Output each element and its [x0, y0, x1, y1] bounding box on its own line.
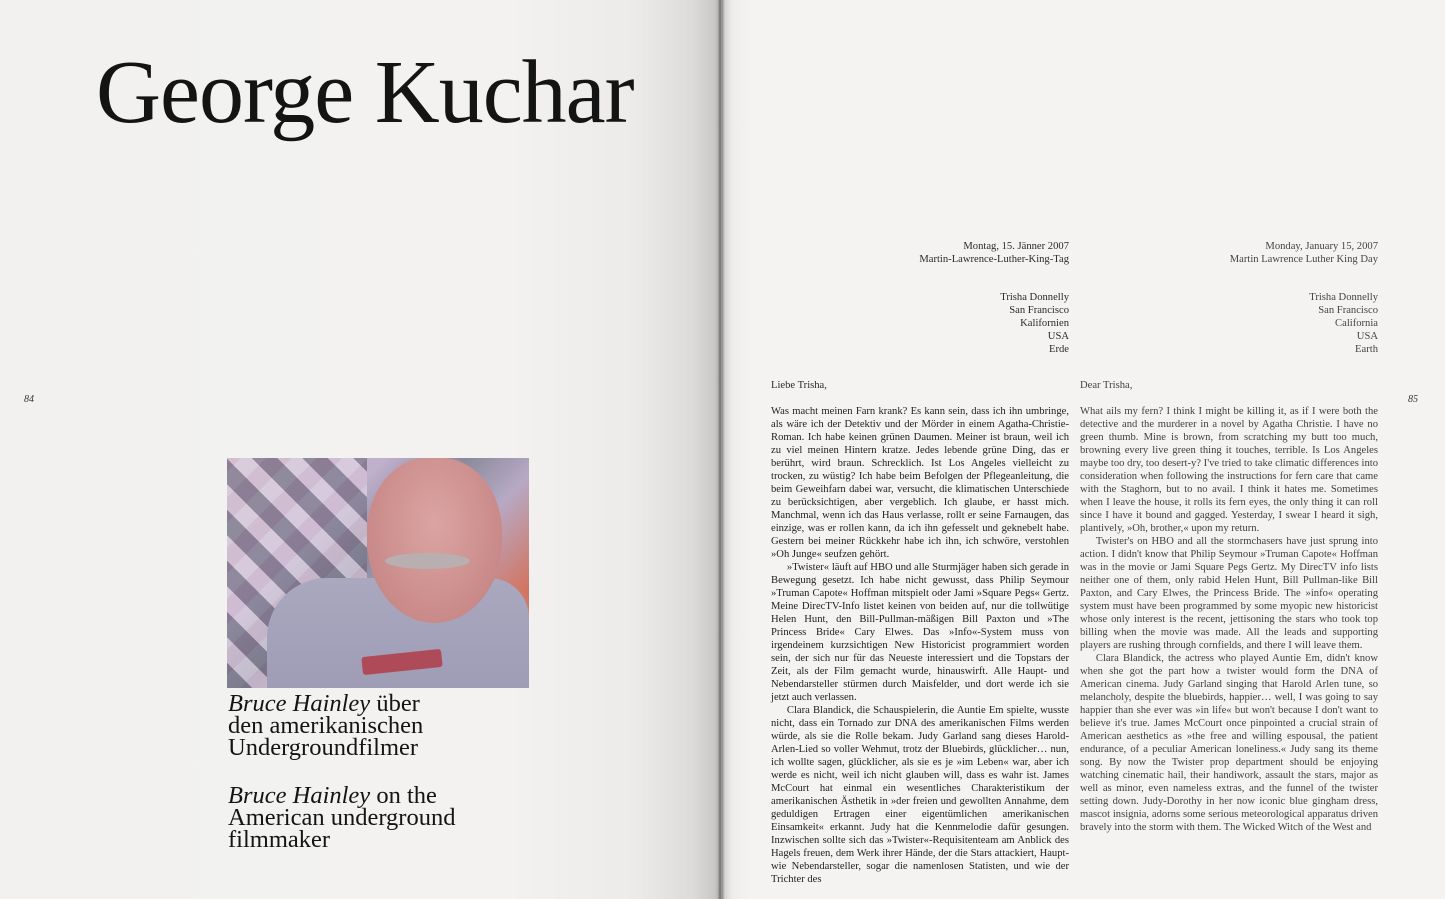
- salutation-english: Dear Trisha,: [1080, 380, 1133, 391]
- date-de: Montag, 15. Jänner 2007: [963, 241, 1069, 252]
- address-en-line: California: [1335, 318, 1378, 329]
- mustache: [385, 553, 470, 569]
- salutation-german: Liebe Trisha,: [771, 380, 827, 391]
- subtitle-en-line-3: filmmaker: [228, 826, 331, 853]
- left-page: [0, 0, 722, 899]
- subtitle-english: [228, 782, 456, 853]
- holiday-de: Martin-Lawrence-Luther-King-Tag: [919, 254, 1069, 265]
- address-en-line: San Francisco: [1318, 305, 1378, 316]
- paragraph-de-2: »Twister« läuft auf HBO und alle Sturmjäger haben sich gerade in Bewegung gesetzt. Ich habe nicht gewusst, dass Philip Seymour »Truman Capote« Hoffman mitspielt oder Jami »Square Pegs« Gertz. Meine DirecTV-Info listet keinen von beiden auf, nur die tollwütige Helen Hunt, den Bill-Pullman-mäßigen Bill Paxton und »The Princess Bride« Cary Elwes. Das »Info«-System muss von irgendeinem kurzsichtigen New Historicist programmiert worden sein, der sich nur für das Neueste interessiert und die Topstars der Zeit, als der Film gemacht wurde, hinauswirft. Alle Haupt- und Nebendarsteller stürmen durch Maisfelder, und dort werde ich sie jetzt auch verlassen.: [771, 562, 1069, 703]
- address-en-line: Earth: [1355, 344, 1378, 355]
- subtitle-de-line-3: Undergroundfilmer: [228, 734, 419, 761]
- letter-date-german: [771, 240, 1069, 266]
- page-number-right: 85: [1408, 394, 1418, 405]
- paragraph-en-3: Clara Blandick, the actress who played Auntie Em, didn't know when she got the part how a twister would form the DNA of American cinema. Judy Garland singing that Harold Arlen tune, so melancholy, despite the bluebirds, happier… well, I was going to say happier than she ever was »in life« but won't because I don't want to believe it's true. James McCourt once pinpointed a crucial strain of American aesthetics as »the free and willing espousal, the patient endurance, of a peculiar American loneliness.« Judy sang its theme song. By now the Twister prop department should be enjoying watching cinematic hail, their handiwork, assault the stars, major as well as minor, even nameless extras, and the funnel of the twister setting down. Judy-Dorothy in her now iconic blue gingham dress, mascot insignia, adorns some serious meteorological apparatus driven bravely into the storm with them. The Wicked Witch of the West and: [1080, 653, 1378, 833]
- address-de-line: Erde: [1049, 344, 1069, 355]
- address-en-line: Trisha Donnelly: [1309, 292, 1378, 303]
- address-de-line: Trisha Donnelly: [1000, 292, 1069, 303]
- article-title: George Kuchar: [96, 43, 634, 142]
- holiday-en: Martin Lawrence Luther King Day: [1229, 254, 1378, 265]
- address-de-line: San Francisco: [1009, 305, 1069, 316]
- subtitle-de-line-2: den amerikanischen: [228, 712, 424, 739]
- face: [367, 458, 502, 623]
- paragraph-en-1: What ails my fern? I think I might be killing it, as if I were both the detective and the murderer in a novel by Agatha Christie. I have no green thumb. Mine is brown, from scratching my butt too much, browning every live green thing it touches, terrible. Is Los Angeles maybe too dry, too desert-y? I've tried to take climatic differences into consideration when following the instructions for fern care that came with the Staghorn, but to no avail. I think it hates me. Sometimes when I leave the house, it rolls its fern eyes, the only thing it can roll since I have it bound and gagged. Yesterday, I swear I heard it sigh, plantively, »Oh, brother,« upon my return.: [1080, 406, 1378, 534]
- address-de-line: Kalifornien: [1020, 318, 1069, 329]
- author-name-de: Bruce Hainley: [228, 690, 371, 717]
- address-de-line: USA: [1047, 331, 1069, 342]
- author-name-en: Bruce Hainley: [228, 782, 371, 809]
- date-en: Monday, January 15, 2007: [1265, 241, 1378, 252]
- paragraph-en-2: Twister's on HBO and all the stormchasers have just sprung into action. I didn't know that Philip Seymour »Truman Capote« Hoffman was in the movie or Jami Square Pegs Gertz. My DirecTV info lists neither one of them, only rabid Helen Hunt, Bill Pullman-like Bill Paxton, and Cary Elwes, the Princess Bride. The »info« operating system must have been programmed by some myopic new historicist whose only interest is the recent, jettisoning the stars who took top billing when the movie was made. All the leads and supporting players are rushing through cornfields, and there I will leave them.: [1080, 536, 1378, 651]
- portrait-photo: [227, 458, 529, 688]
- letter-body-english: [1080, 405, 1378, 834]
- page-number-left: 84: [24, 394, 34, 405]
- paragraph-de-1: Was macht meinen Farn krank? Es kann sein, dass ich ihn umbringe, als wäre ich der Detektiv und der Mörder in einem Agatha-Christie-Roman. Ich habe keinen grünen Daumen. Meiner ist braun, weil ich zu viel meinen Hintern kratze. Jedes lebende grüne Ding, das er berührt, wird braun. Schrecklich. Ist Los Angeles vielleicht zu trocken, zu wüstig? Ich habe beim Befolgen der Pflegeanleitung, die beim Geweihfarn dabei war, versucht, die klimatischen Unterschiede zu berücksichtigen, aber vergeblich. Ich glaube, er hasst mich. Manchmal, wenn ich das Haus verlasse, rollt er seine Farnaugen, das einzige, was er rollen kann, da ich ihn gefesselt und geknebelt habe. Gestern bei meiner Rückkehr habe ich ihn, ich schwöre, verstohlen »Oh Junge« seufzen gehört.: [771, 406, 1069, 560]
- address-english: [1080, 291, 1378, 356]
- address-en-line: USA: [1356, 331, 1378, 342]
- letter-date-english: [1080, 240, 1378, 266]
- subtitle-german: [228, 690, 424, 761]
- address-german: [771, 291, 1069, 356]
- subtitle-en-line-2: American underground: [228, 804, 456, 831]
- subtitle-en-line-1: on the: [376, 782, 437, 809]
- subtitle-de-line-1: über: [376, 690, 420, 717]
- paragraph-de-3: Clara Blandick, die Schauspielerin, die Auntie Em spielte, wusste nicht, dass ein Tornado zur DNA des amerikanischen Films werden würde, als sie die Rolle bekam. Judy Garland sang dieses Harold-Arlen-Lied so voller Wehmut, trotz der Bluebirds, glücklicher… nun, ich wollte sagen, glücklicher, als sie es je »im Leben« war, aber ich werde es nicht, weil ich nicht glauben will, dass es wahr ist. James McCourt hat einmal ein wesentliches Charakteristikum der amerikanischen Ästhetik in »der freien und gewollten Annahme, dem geduldigen Ertragen einer eigentümlichen amerikanischen Einsamkeit« erkannt. Judy hat die Kennmelodie dafür gesungen. Inzwischen sollte sich das »Twister«-Requisitenteam am Anblick des Hagels freuen, dem Werk ihrer Hände, der die Stars attackiert, Haupt- wie Nebendarsteller, sogar die namenlosen Statisten, und wie der Trichter des: [771, 705, 1069, 885]
- letter-body-german: [771, 405, 1069, 886]
